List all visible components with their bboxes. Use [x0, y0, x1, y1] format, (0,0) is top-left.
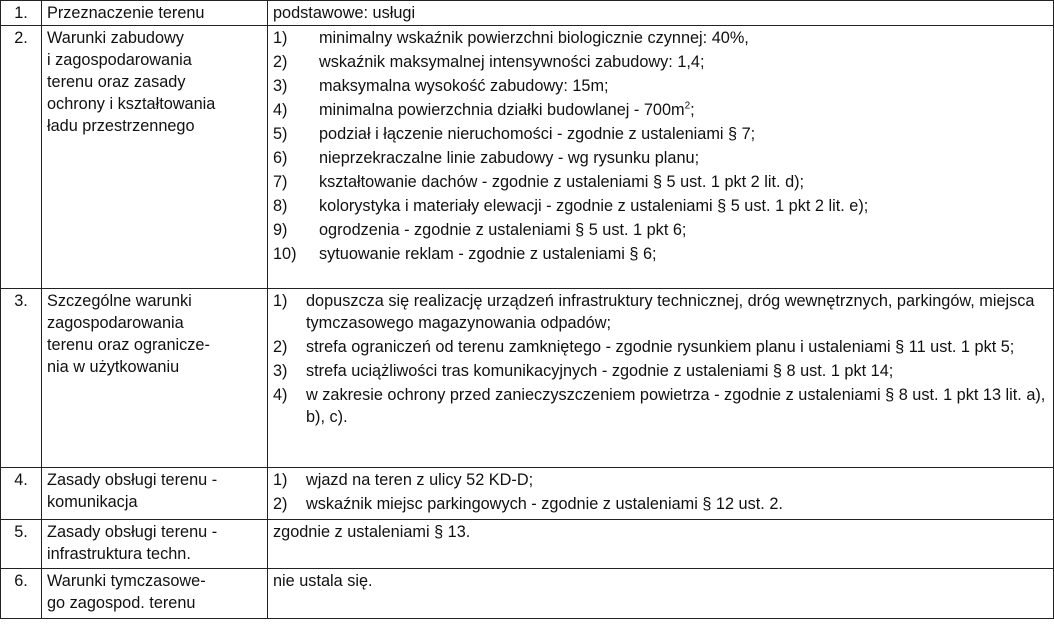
- item-number: 2): [273, 495, 288, 513]
- row-number: 5.: [1, 520, 42, 569]
- label-line: infrastruktura techn.: [47, 545, 191, 563]
- list-item: [273, 51, 1048, 73]
- item-number: 1): [273, 29, 288, 47]
- row-content: nie ustala się.: [268, 569, 1054, 619]
- list-item: [273, 243, 1048, 265]
- item-text: nieprzekraczalne linie zabudowy - wg rysunku planu;: [319, 149, 700, 167]
- item-text: dopuszcza się realizację urządzeń infrastruktury technicznej, dróg wewnętrznych, parkingów, miejsca tymczasowego magazynowania odpadów;: [306, 292, 1035, 332]
- label-line: Przeznaczenie terenu: [47, 4, 205, 22]
- label-line: i zagospodarowania: [47, 51, 192, 69]
- label-line: Szczególne warunki: [47, 292, 192, 310]
- item-text: ogrodzenia - zgodnie z ustaleniami § 5 ust. 1 pkt 6;: [319, 221, 687, 239]
- label-line: Warunki zabudowy: [47, 29, 184, 47]
- item-number: 5): [273, 125, 288, 143]
- label-line: Zasady obsługi terenu -: [47, 523, 218, 541]
- item-number: 1): [273, 292, 288, 310]
- row-content: [268, 289, 1054, 468]
- list-item: [273, 171, 1048, 193]
- item-number: 4): [273, 101, 288, 119]
- item-text: strefa uciążliwości tras komunikacyjnych - zgodnie z ustaleniami § 8 ust. 1 pkt 14;: [306, 362, 894, 380]
- label-line: zagospodarowania: [47, 314, 184, 332]
- list-item: [273, 195, 1048, 217]
- item-text: w zakresie ochrony przed zanieczyszczeniem powietrza - zgodnie z ustaleniami § 8 ust. 1 pkt 13 lit. a), b), c).: [306, 386, 1046, 426]
- list-item: [273, 360, 1048, 382]
- label-line: ochrony i kształtowania: [47, 95, 216, 113]
- row-label: [42, 26, 268, 289]
- table-row: [1, 520, 1054, 569]
- table-row: [1, 289, 1054, 468]
- item-text-suffix: ;: [690, 101, 695, 119]
- item-text: strefa ograniczeń od terenu zamkniętego - zgodnie rysunkiem planu i ustaleniami § 11 ust. 1 pkt 5;: [306, 338, 1015, 356]
- item-number: 3): [273, 77, 288, 95]
- provision-list: [273, 290, 1048, 428]
- item-text: kształtowanie dachów - zgodnie z ustaleniami § 5 ust. 1 pkt 2 lit. d);: [319, 173, 805, 191]
- item-text: podział i łączenie nieruchomości - zgodnie z ustaleniami § 7;: [319, 125, 756, 143]
- row-content: [268, 26, 1054, 289]
- row-number: 2.: [1, 26, 42, 289]
- item-number: 9): [273, 221, 288, 239]
- item-number: 10): [273, 245, 297, 263]
- table-row: [1, 1, 1054, 26]
- item-number: 8): [273, 197, 288, 215]
- provision-list: [273, 469, 1048, 515]
- item-text: sytuowanie reklam - zgodnie z ustaleniami § 6;: [319, 245, 657, 263]
- label-line: nia w użytkowaniu: [47, 358, 180, 376]
- table-row: [1, 468, 1054, 520]
- label-line: Warunki tymczasowe-: [47, 572, 206, 590]
- item-number: 1): [273, 471, 288, 489]
- list-item: [273, 469, 1048, 491]
- row-number: 4.: [1, 468, 42, 520]
- list-item: [273, 27, 1048, 49]
- row-label: [42, 1, 268, 26]
- row-label: [42, 468, 268, 520]
- item-number: 2): [273, 53, 288, 71]
- item-text: minimalny wskaźnik powierzchni biologicznie czynnej: 40%,: [319, 29, 749, 47]
- row-number: 3.: [1, 289, 42, 468]
- list-item: [273, 123, 1048, 145]
- table-row: [1, 569, 1054, 619]
- item-number: 4): [273, 386, 288, 404]
- item-text: wjazd na teren z ulicy 52 KD-D;: [306, 471, 534, 489]
- row-label: [42, 289, 268, 468]
- superscript: 2: [684, 100, 691, 112]
- row-number: 1.: [1, 1, 42, 26]
- table-row: [1, 26, 1054, 289]
- item-number: 7): [273, 173, 288, 191]
- item-number: 6): [273, 149, 288, 167]
- list-item: [273, 384, 1048, 428]
- label-line: terenu oraz zasady: [47, 73, 186, 91]
- list-item: [273, 147, 1048, 169]
- item-text: kolorystyka i materiały elewacji - zgodnie z ustaleniami § 5 ust. 1 pkt 2 lit. e);: [319, 197, 869, 215]
- item-number: 2): [273, 338, 288, 356]
- item-text: minimalna powierzchnia działki budowlanej - 700m: [319, 101, 685, 119]
- row-label: [42, 520, 268, 569]
- list-item: [273, 219, 1048, 241]
- label-line: go zagospod. terenu: [47, 594, 196, 612]
- item-text: wskaźnik miejsc parkingowych - zgodnie z ustaleniami § 12 ust. 2.: [306, 495, 783, 513]
- item-text: maksymalna wysokość zabudowy: 15m;: [319, 77, 609, 95]
- list-item: [273, 493, 1048, 515]
- label-line: komunikacja: [47, 493, 138, 511]
- list-item: [273, 99, 1048, 121]
- list-item: [273, 336, 1048, 358]
- label-line: ładu przestrzennego: [47, 117, 195, 135]
- row-content: zgodnie z ustaleniami § 13.: [268, 520, 1054, 569]
- row-content: [268, 468, 1054, 520]
- list-item: [273, 290, 1048, 334]
- item-text: wskaźnik maksymalnej intensywności zabudowy: 1,4;: [319, 53, 705, 71]
- label-line: terenu oraz ogranicze-: [47, 336, 210, 354]
- row-number: 6.: [1, 569, 42, 619]
- label-line: Zasady obsługi terenu -: [47, 471, 218, 489]
- row-content: podstawowe: usługi: [268, 1, 1054, 26]
- row-label: [42, 569, 268, 619]
- list-item: [273, 75, 1048, 97]
- provision-list: [273, 27, 1048, 265]
- item-number: 3): [273, 362, 288, 380]
